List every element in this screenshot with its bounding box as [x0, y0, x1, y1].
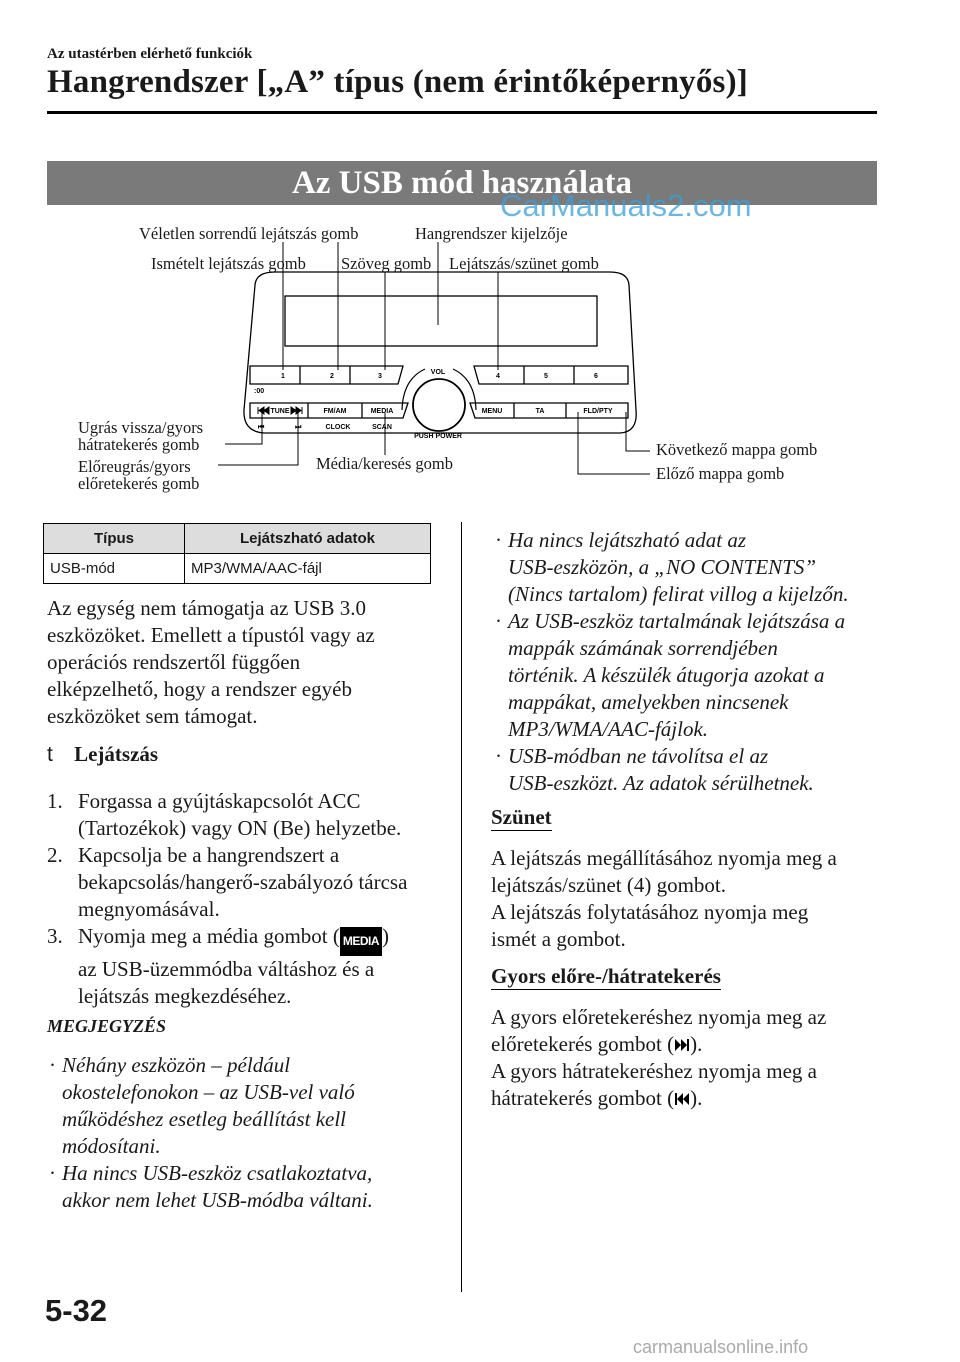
- text-line: történik. A készülék átugorja azokat a: [508, 663, 825, 687]
- note-heading: MEGJEGYZÉS: [47, 1016, 167, 1036]
- step-item: [47, 788, 457, 842]
- vol-knob: [413, 379, 465, 431]
- preset-6-label: 6: [594, 373, 598, 380]
- text-line: A lejátszás megállításához nyomja meg a: [491, 846, 837, 870]
- callout-prev-folder: Előző mappa gomb: [656, 464, 785, 483]
- push-power-label: PUSH POWER: [414, 433, 462, 440]
- text-line: bekapcsolás/hangerő-szabályozó tárcsa: [78, 870, 408, 894]
- table-cell: MP3/WMA/AAC-fájl: [185, 554, 431, 584]
- note-item: [491, 527, 931, 608]
- text-line: megnyomásával.: [78, 897, 220, 921]
- menu-label: MENU: [481, 408, 503, 415]
- ff-paragraph: [491, 1004, 826, 1112]
- bullet-icon: ·: [495, 744, 502, 768]
- callout-repeat: Ismételt lejátszás gomb: [151, 254, 306, 273]
- scan-label: SCAN: [372, 424, 392, 431]
- text-line: Kapcsolja be a hangrendszert a: [78, 843, 340, 867]
- text-line: Néhány eszközön – például: [62, 1053, 291, 1077]
- ff-heading: [491, 964, 721, 989]
- column-divider: [461, 522, 462, 1292]
- text-line: módosítani.: [62, 1134, 161, 1158]
- play-heading: [47, 742, 158, 767]
- step-item: [47, 842, 457, 923]
- track-up-icon: [291, 407, 302, 414]
- preset-3-label: 3: [378, 373, 382, 380]
- text-fragment: hátratekerés gombot (: [491, 1086, 675, 1110]
- step-number: 3.: [47, 924, 63, 948]
- note-item: [47, 1160, 457, 1214]
- note-item: [491, 608, 931, 743]
- text-line: [491, 1085, 826, 1112]
- left-notes: [47, 1052, 457, 1214]
- bullet-icon: ·: [49, 1053, 56, 1077]
- step-number: 2.: [47, 843, 63, 867]
- callout-track-up-1: Előreugrás/gyors: [78, 457, 191, 476]
- text-fragment: Nyomja meg a média gombot (: [78, 924, 340, 948]
- page-title: Hangrendszer [„A” típus (nem érintőképernyős)]: [47, 64, 748, 100]
- callout-media-search: Média/keresés gomb: [316, 454, 454, 473]
- text-line: elképzelhető, hogy a rendszer egyéb: [47, 677, 352, 701]
- preset-4-label: 4: [496, 373, 500, 380]
- text-line: okostelefonokon – az USB-vel való: [62, 1080, 355, 1104]
- table-header: Lejátszható adatok: [185, 524, 431, 554]
- bullet-icon: ·: [495, 609, 502, 633]
- table-row: [44, 554, 431, 584]
- pause-paragraph: [491, 845, 837, 953]
- preset-1-sub: :00: [254, 388, 265, 395]
- callout-text: Szöveg gomb: [341, 254, 432, 273]
- text-line: Az egység nem támogatja az USB 3.0: [47, 596, 366, 620]
- text-line: működéshez esetleg beállítást kell: [62, 1107, 347, 1131]
- media-label: MEDIA: [370, 408, 394, 415]
- step-number: 1.: [47, 789, 63, 813]
- text-line: operációs rendszertől függően: [47, 650, 301, 674]
- text-line: Ha nincs USB-eszköz csatlakoztatva,: [62, 1161, 373, 1185]
- callout-track-down-1: Ugrás vissza/gyors: [78, 418, 204, 437]
- text-line: (Nincs tartalom) felirat villog a kijelzőn.: [508, 582, 849, 606]
- table-cell: USB-mód: [44, 554, 185, 584]
- fm-am-label: FM/AM: [323, 408, 347, 415]
- text-line: USB-eszközt. Az adatok sérülhetnek.: [508, 771, 814, 795]
- ff-heading-text: Gyors előre-/hátratekerés: [491, 964, 721, 988]
- page-number: 5-32: [45, 1293, 108, 1328]
- clock-label: CLOCK: [325, 424, 351, 431]
- text-line: mappákat, amelyekben nincsenek: [508, 690, 789, 714]
- format-table: [43, 523, 431, 584]
- leader-prev-folder: [578, 412, 650, 474]
- rewind-icon: [674, 1091, 690, 1107]
- table-header-row: [44, 524, 431, 554]
- callout-track-up-2: előretekerés gomb: [78, 474, 200, 493]
- vol-label: VOL: [430, 369, 446, 376]
- text-line: az USB-üzemmódba váltáshoz és a: [78, 957, 375, 981]
- preset-5-label: 5: [544, 373, 548, 380]
- ta-label: TA: [535, 408, 545, 415]
- fast-forward-icon: [674, 1037, 690, 1053]
- note-item: [491, 743, 931, 797]
- bullet-icon: ·: [49, 1161, 56, 1185]
- right-notes: [491, 527, 931, 797]
- text-line: [78, 923, 457, 956]
- pause-heading-text: Szünet: [491, 805, 552, 829]
- media-button-icon: MEDIA: [340, 927, 382, 956]
- note-item: [47, 1052, 457, 1160]
- text-line: A gyors hátratekeréshez nyomja meg a: [491, 1059, 817, 1083]
- steps-list: [47, 788, 457, 1010]
- callout-display: Hangrendszer kijelzője: [415, 224, 568, 243]
- breadcrumb: Az utastérben elérhető funkciók: [47, 46, 253, 62]
- preset-1-label: 1: [281, 373, 285, 380]
- text-line: ismét a gombot.: [491, 927, 626, 951]
- callout-track-down-2: hátratekerés gomb: [78, 435, 200, 454]
- text-fragment: ).: [690, 1086, 703, 1110]
- pause-heading: [491, 805, 552, 830]
- callout-next-folder: Következő mappa gomb: [656, 440, 818, 459]
- text-line: Az USB-eszköz tartalmának lejátszása a: [508, 609, 846, 633]
- bullet-icon: ·: [495, 528, 502, 552]
- leader-next-folder: [626, 412, 650, 451]
- text-line: USB-módban ne távolítsa el az: [508, 744, 769, 768]
- text-line: (Tartozékok) vagy ON (Be) helyzetbe.: [78, 816, 402, 840]
- section-banner: Az USB mód használata: [47, 161, 877, 205]
- tune-label: TUNE: [270, 408, 290, 415]
- audio-unit-diagram: [0, 0, 960, 520]
- footer-watermark: carmanualsonline.info: [633, 1337, 809, 1357]
- text-fragment: ): [382, 924, 390, 948]
- track-up-sub-icon: ⏭: [295, 424, 302, 431]
- text-line: lejátszás megkezdéséhez.: [78, 984, 292, 1008]
- callout-play-pause: Lejátszás/szünet gomb: [449, 254, 599, 273]
- text-line: USB-eszközön, a „NO CONTENTS”: [508, 555, 817, 579]
- text-line: [491, 1031, 826, 1058]
- text-line: mappák számának sorrendjében: [508, 636, 778, 660]
- intro-paragraph: [47, 595, 375, 730]
- watermark: CarManuals2.com: [500, 188, 752, 223]
- text-fragment: előretekerés gombot (: [491, 1032, 675, 1056]
- track-down-sub-icon: ⏮: [258, 424, 265, 431]
- text-line: eszközöket. Emellett a típustól vagy az: [47, 623, 375, 647]
- display-window: [285, 296, 597, 346]
- text-line: Forgassa a gyújtáskapcsolót ACC: [78, 789, 361, 813]
- text-line: eszközöket sem támogat.: [47, 704, 258, 728]
- preset-2-label: 2: [330, 373, 334, 380]
- callout-random: Véletlen sorrendű lejátszás gomb: [139, 224, 359, 243]
- text-line: Ha nincs lejátszható adat az: [508, 528, 747, 552]
- fld-pty-label: FLD/PTY: [583, 408, 613, 415]
- text-line: lejátszás/szünet (4) gombot.: [491, 873, 727, 897]
- text-line: MP3/WMA/AAC-fájlok.: [508, 717, 709, 741]
- text-line: A lejátszás folytatásához nyomja meg: [491, 900, 809, 924]
- track-down-icon: [258, 407, 269, 414]
- play-heading-text: Lejátszás: [74, 742, 159, 766]
- table-header: Típus: [44, 524, 185, 554]
- section-marker-icon: t: [47, 743, 53, 766]
- text-line: A gyors előretekeréshez nyomja meg az: [491, 1005, 827, 1029]
- step-item: [47, 923, 457, 1010]
- text-line: akkor nem lehet USB-módba váltani.: [62, 1188, 373, 1212]
- text-fragment: ).: [690, 1032, 703, 1056]
